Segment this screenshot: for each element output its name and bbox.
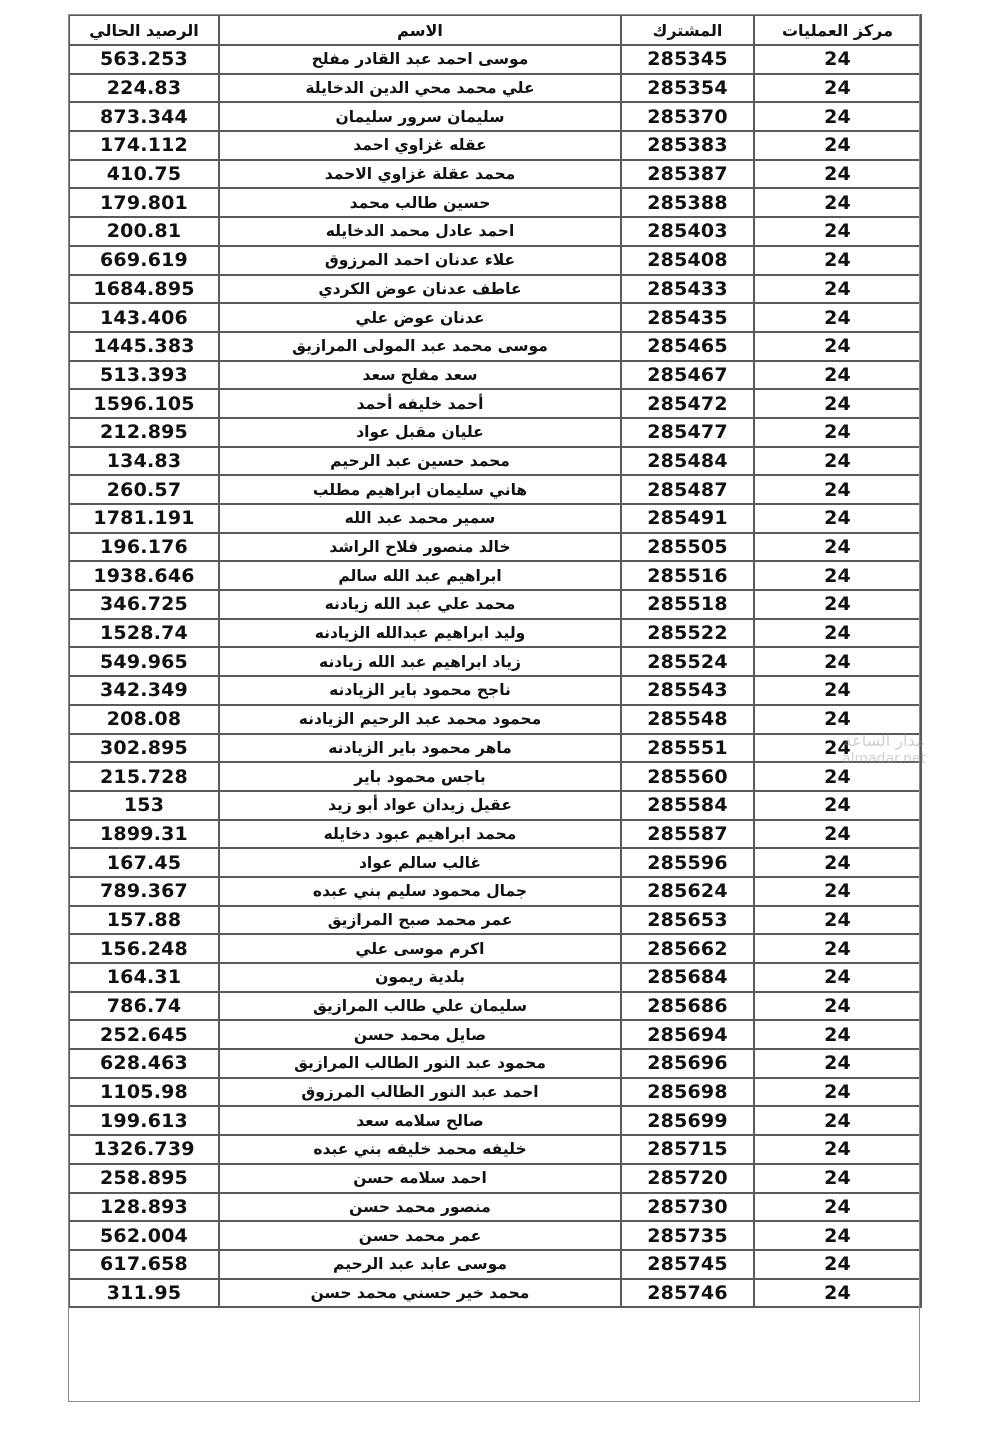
cell-subscriber: 285465 <box>621 332 754 361</box>
table-row <box>69 188 921 217</box>
cell-center: 24 <box>754 217 921 246</box>
cell-balance: 786.74 <box>69 992 219 1021</box>
table-row <box>69 963 921 992</box>
cell-center: 24 <box>754 934 921 963</box>
cell-subscriber: 285684 <box>621 963 754 992</box>
cell-center: 24 <box>754 877 921 906</box>
cell-center: 24 <box>754 1106 921 1135</box>
cell-name: باجس محمود باير <box>219 762 621 791</box>
cell-balance: 1596.105 <box>69 389 219 418</box>
cell-balance: 1899.31 <box>69 820 219 849</box>
cell-center: 24 <box>754 160 921 189</box>
cell-subscriber: 285686 <box>621 992 754 1021</box>
cell-balance: 410.75 <box>69 160 219 189</box>
cell-center: 24 <box>754 906 921 935</box>
table-row <box>69 1250 921 1279</box>
cell-subscriber: 285596 <box>621 848 754 877</box>
cell-subscriber: 285505 <box>621 533 754 562</box>
cell-name: موسى عابد عبد الرحيم <box>219 1250 621 1279</box>
watermark-arabic: مدار الساعة <box>843 731 925 750</box>
table-row <box>69 533 921 562</box>
table-row <box>69 332 921 361</box>
cell-name: احمد عادل محمد الدخايله <box>219 217 621 246</box>
cell-subscriber: 285560 <box>621 762 754 791</box>
cell-center: 24 <box>754 275 921 304</box>
cell-subscriber: 285715 <box>621 1135 754 1164</box>
cell-center: 24 <box>754 74 921 103</box>
cell-name: هاني سليمان ابراهيم مطلب <box>219 475 621 504</box>
cell-balance: 215.728 <box>69 762 219 791</box>
cell-center: 24 <box>754 533 921 562</box>
cell-subscriber: 285543 <box>621 676 754 705</box>
cell-center: 24 <box>754 647 921 676</box>
cell-balance: 174.112 <box>69 131 219 160</box>
table-row <box>69 791 921 820</box>
cell-name: عقيل زيدان عواد أبو زيد <box>219 791 621 820</box>
cell-subscriber: 285388 <box>621 188 754 217</box>
table-row <box>69 1135 921 1164</box>
table-row <box>69 1193 921 1222</box>
cell-name: ماهر محمود باير الزيادنه <box>219 734 621 763</box>
cell-center: 24 <box>754 791 921 820</box>
table-row <box>69 102 921 131</box>
table-row <box>69 934 921 963</box>
cell-name: خليفه محمد خليفه بني عبده <box>219 1135 621 1164</box>
cell-balance: 128.893 <box>69 1193 219 1222</box>
table-row <box>69 676 921 705</box>
cell-center: 24 <box>754 361 921 390</box>
cell-subscriber: 285472 <box>621 389 754 418</box>
cell-balance: 1445.383 <box>69 332 219 361</box>
cell-balance: 1326.739 <box>69 1135 219 1164</box>
table-row <box>69 74 921 103</box>
cell-balance: 208.08 <box>69 705 219 734</box>
cell-name: علاء عدنان احمد المرزوق <box>219 246 621 275</box>
cell-center: 24 <box>754 418 921 447</box>
cell-balance: 196.176 <box>69 533 219 562</box>
cell-name: سعد مفلح سعد <box>219 361 621 390</box>
cell-name: سمير محمد عبد الله <box>219 504 621 533</box>
cell-subscriber: 285487 <box>621 475 754 504</box>
cell-name: احمد سلامه حسن <box>219 1164 621 1193</box>
cell-center: 24 <box>754 447 921 476</box>
cell-name: محمود عبد النور الطالب المرازيق <box>219 1049 621 1078</box>
cell-subscriber: 285477 <box>621 418 754 447</box>
cell-name: غالب سالم عواد <box>219 848 621 877</box>
cell-center: 24 <box>754 1193 921 1222</box>
header-row <box>69 15 921 45</box>
cell-subscriber: 285345 <box>621 45 754 74</box>
table-row <box>69 877 921 906</box>
cell-balance: 200.81 <box>69 217 219 246</box>
table-row <box>69 1049 921 1078</box>
cell-name: زياد ابراهيم عبد الله زيادنه <box>219 647 621 676</box>
cell-subscriber: 285730 <box>621 1193 754 1222</box>
cell-center: 24 <box>754 1135 921 1164</box>
cell-subscriber: 285403 <box>621 217 754 246</box>
table-row <box>69 561 921 590</box>
cell-subscriber: 285524 <box>621 647 754 676</box>
cell-center: 24 <box>754 820 921 849</box>
cell-subscriber: 285662 <box>621 934 754 963</box>
cell-subscriber: 285624 <box>621 877 754 906</box>
header-subscriber: المشترك <box>621 15 754 45</box>
cell-balance: 628.463 <box>69 1049 219 1078</box>
cell-subscriber: 285720 <box>621 1164 754 1193</box>
table-row <box>69 705 921 734</box>
table-row <box>69 217 921 246</box>
cell-balance: 311.95 <box>69 1279 219 1308</box>
cell-name: عقله غزاوي احمد <box>219 131 621 160</box>
table-row <box>69 820 921 849</box>
cell-center: 24 <box>754 1250 921 1279</box>
table-row <box>69 619 921 648</box>
cell-balance: 134.83 <box>69 447 219 476</box>
table-body <box>69 45 921 1307</box>
balances-table <box>68 14 922 1308</box>
cell-balance: 260.57 <box>69 475 219 504</box>
cell-subscriber: 285745 <box>621 1250 754 1279</box>
cell-center: 24 <box>754 561 921 590</box>
table-row <box>69 504 921 533</box>
cell-center: 24 <box>754 246 921 275</box>
cell-balance: 157.88 <box>69 906 219 935</box>
cell-balance: 549.965 <box>69 647 219 676</box>
cell-name: محمد ابراهيم عبود دخايله <box>219 820 621 849</box>
cell-subscriber: 285467 <box>621 361 754 390</box>
table-row <box>69 447 921 476</box>
cell-center: 24 <box>754 1078 921 1107</box>
table-row <box>69 275 921 304</box>
cell-balance: 1684.895 <box>69 275 219 304</box>
cell-center: 24 <box>754 676 921 705</box>
cell-subscriber: 285435 <box>621 303 754 332</box>
cell-balance: 1781.191 <box>69 504 219 533</box>
cell-balance: 873.344 <box>69 102 219 131</box>
cell-name: بلدية ريمون <box>219 963 621 992</box>
cell-name: عمر محمد صبح المرازيق <box>219 906 621 935</box>
cell-name: أحمد خليفه أحمد <box>219 389 621 418</box>
cell-balance: 199.613 <box>69 1106 219 1135</box>
cell-balance: 212.895 <box>69 418 219 447</box>
table-row <box>69 475 921 504</box>
cell-center: 24 <box>754 389 921 418</box>
table-row <box>69 1279 921 1308</box>
cell-name: عاطف عدنان عوض الكردي <box>219 275 621 304</box>
cell-name: علي محمد محي الدين الدخايلة <box>219 74 621 103</box>
cell-name: سليمان علي طالب المرازيق <box>219 992 621 1021</box>
cell-name: محمد خير حسني محمد حسن <box>219 1279 621 1308</box>
cell-name: منصور محمد حسن <box>219 1193 621 1222</box>
table-row <box>69 389 921 418</box>
cell-subscriber: 285516 <box>621 561 754 590</box>
cell-name: ابراهيم عبد الله سالم <box>219 561 621 590</box>
table-row <box>69 992 921 1021</box>
table-row <box>69 45 921 74</box>
header-balance: الرصيد الحالي <box>69 15 219 45</box>
cell-subscriber: 285491 <box>621 504 754 533</box>
cell-subscriber: 285746 <box>621 1279 754 1308</box>
cell-center: 24 <box>754 188 921 217</box>
cell-center: 24 <box>754 992 921 1021</box>
cell-name: موسى احمد عبد القادر مفلح <box>219 45 621 74</box>
cell-balance: 562.004 <box>69 1221 219 1250</box>
table-row <box>69 160 921 189</box>
cell-name: صالح سلامه سعد <box>219 1106 621 1135</box>
cell-subscriber: 285694 <box>621 1020 754 1049</box>
cell-balance: 167.45 <box>69 848 219 877</box>
cell-name: حسين طالب محمد <box>219 188 621 217</box>
table-row <box>69 303 921 332</box>
cell-subscriber: 285551 <box>621 734 754 763</box>
table-row <box>69 590 921 619</box>
cell-name: سليمان سرور سليمان <box>219 102 621 131</box>
cell-center: 24 <box>754 475 921 504</box>
cell-name: موسى محمد عبد المولى المرازيق <box>219 332 621 361</box>
cell-balance: 179.801 <box>69 188 219 217</box>
cell-balance: 164.31 <box>69 963 219 992</box>
cell-center: 24 <box>754 848 921 877</box>
cell-center: 24 <box>754 963 921 992</box>
table-row <box>69 762 921 791</box>
header-center: مركز العمليات <box>754 15 921 45</box>
cell-subscriber: 285584 <box>621 791 754 820</box>
cell-name: جمال محمود سليم بني عبده <box>219 877 621 906</box>
table-row <box>69 1221 921 1250</box>
cell-subscriber: 285698 <box>621 1078 754 1107</box>
cell-subscriber: 285587 <box>621 820 754 849</box>
cell-center: 24 <box>754 1049 921 1078</box>
table-row <box>69 647 921 676</box>
cell-subscriber: 285387 <box>621 160 754 189</box>
cell-balance: 143.406 <box>69 303 219 332</box>
cell-balance: 156.248 <box>69 934 219 963</box>
table-row <box>69 1078 921 1107</box>
cell-center: 24 <box>754 45 921 74</box>
cell-center: 24 <box>754 131 921 160</box>
cell-center: 24 <box>754 504 921 533</box>
cell-name: محمد حسين عبد الرحيم <box>219 447 621 476</box>
cell-subscriber: 285548 <box>621 705 754 734</box>
cell-name: ناجح محمود باير الزيادنه <box>219 676 621 705</box>
table-row <box>69 1020 921 1049</box>
cell-center: 24 <box>754 734 921 763</box>
cell-name: صايل محمد حسن <box>219 1020 621 1049</box>
table-row <box>69 131 921 160</box>
cell-subscriber: 285518 <box>621 590 754 619</box>
cell-name: محمد عقلة غزاوي الاحمد <box>219 160 621 189</box>
cell-balance: 252.645 <box>69 1020 219 1049</box>
cell-center: 24 <box>754 619 921 648</box>
cell-balance: 224.83 <box>69 74 219 103</box>
cell-balance: 258.895 <box>69 1164 219 1193</box>
cell-name: عليان مقبل عواد <box>219 418 621 447</box>
cell-center: 24 <box>754 1221 921 1250</box>
cell-center: 24 <box>754 102 921 131</box>
cell-balance: 1938.646 <box>69 561 219 590</box>
cell-balance: 513.393 <box>69 361 219 390</box>
cell-name: محمد علي عبد الله زيادنه <box>219 590 621 619</box>
cell-name: احمد عبد النور الطالب المرزوق <box>219 1078 621 1107</box>
table-row <box>69 361 921 390</box>
cell-center: 24 <box>754 762 921 791</box>
cell-subscriber: 285370 <box>621 102 754 131</box>
cell-balance: 153 <box>69 791 219 820</box>
cell-subscriber: 285484 <box>621 447 754 476</box>
table-row <box>69 1164 921 1193</box>
cell-subscriber: 285699 <box>621 1106 754 1135</box>
document-sheet <box>68 14 920 1308</box>
cell-subscriber: 285522 <box>621 619 754 648</box>
table-row <box>69 848 921 877</box>
watermark-latin: almadar.net <box>842 751 927 767</box>
cell-name: خالد منصور فلاح الراشد <box>219 533 621 562</box>
cell-balance: 302.895 <box>69 734 219 763</box>
table-row <box>69 418 921 447</box>
cell-center: 24 <box>754 590 921 619</box>
cell-name: اكرم موسى علي <box>219 934 621 963</box>
cell-balance: 346.725 <box>69 590 219 619</box>
cell-balance: 789.367 <box>69 877 219 906</box>
cell-subscriber: 285354 <box>621 74 754 103</box>
cell-subscriber: 285735 <box>621 1221 754 1250</box>
header-name: الاسم <box>219 15 621 45</box>
cell-subscriber: 285696 <box>621 1049 754 1078</box>
cell-balance: 342.349 <box>69 676 219 705</box>
cell-name: عدنان عوض علي <box>219 303 621 332</box>
table-row <box>69 734 921 763</box>
cell-balance: 669.619 <box>69 246 219 275</box>
cell-center: 24 <box>754 1279 921 1308</box>
cell-balance: 563.253 <box>69 45 219 74</box>
cell-name: عمر محمد حسن <box>219 1221 621 1250</box>
cell-center: 24 <box>754 1164 921 1193</box>
cell-name: محمود محمد عبد الرحيم الزيادنه <box>219 705 621 734</box>
cell-subscriber: 285433 <box>621 275 754 304</box>
cell-center: 24 <box>754 1020 921 1049</box>
cell-subscriber: 285653 <box>621 906 754 935</box>
cell-name: وليد ابراهيم عبدالله الزيادنه <box>219 619 621 648</box>
cell-subscriber: 285383 <box>621 131 754 160</box>
table-row <box>69 906 921 935</box>
cell-subscriber: 285408 <box>621 246 754 275</box>
cell-balance: 1528.74 <box>69 619 219 648</box>
table-header <box>69 15 921 45</box>
cell-balance: 1105.98 <box>69 1078 219 1107</box>
cell-center: 24 <box>754 303 921 332</box>
table-row <box>69 246 921 275</box>
cell-center: 24 <box>754 332 921 361</box>
cell-balance: 617.658 <box>69 1250 219 1279</box>
table-row <box>69 1106 921 1135</box>
cell-center: 24 <box>754 705 921 734</box>
